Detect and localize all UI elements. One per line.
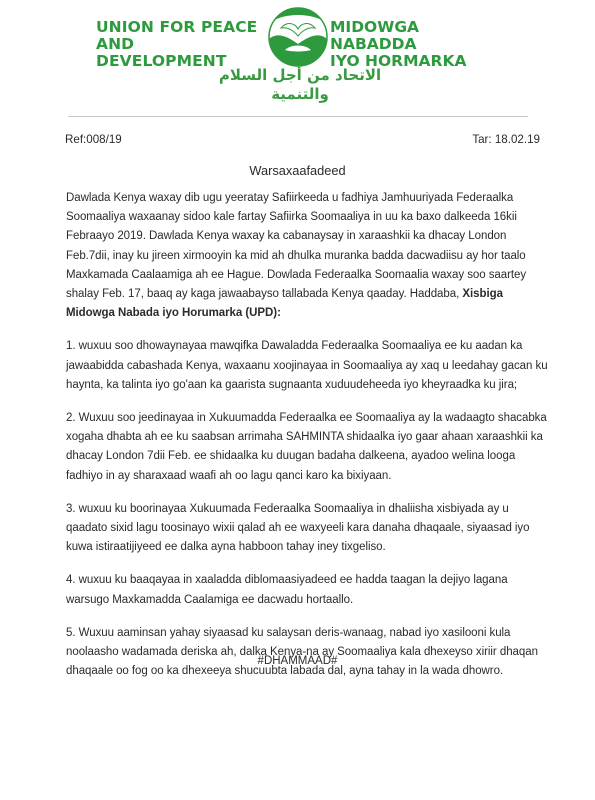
intro-text: Dawlada Kenya waxay dib ugu yeeratay Safiirkeeda u fadhiya Jamhuuriyada Federaalka Soomaaliya waxaanay sidoo kale fartay Safiirka Soomaaliya in uu ka baxo dalkeeda 16kii Febraayo 2019. Dawlada Kenya waxay ka cabanaysay in xaraashkii ka dhacay London Feb.7dii, inay ku jireen xirmooyin ka mid ah dhulka muranka badda dacwadiisu ay hor taalo Maxkamada Caalaamiga ah ee Hague. Dowlada Federaalka Soomaalia waxay soo saartey shalay Feb. 17, baaq ay kaga jawaabayso tallabada Kenya qaaday. Haddaba, <box>66 192 527 301</box>
party-name: Xisbiga Midowga Nabada iyo Horumarka (UPD): <box>66 288 503 320</box>
point-2: 2. Wuxuu soo jeedinayaa in Xukuumadda Federaalka ee Soomaaliya ay la wadaagto shacabka xogaha dhabta ah ee ku saabsan arrimaha SAHMINTA shidaalka iyo gaar ahaan xaraashkii ka dhacay London 7dii Feb. ee shidaalka ku duugan badaha dalkeena, ayadoo welina looga fadhiyo in ay sharaxaad waafi ah oo lagu qanci karo ka bixiyaan. <box>66 412 547 482</box>
point-4: 4. wuxuu ku baaqayaa in xaaladda diblomaasiyadeed ee hadda taagan la dejiyo lagana warsugo Maxkamadda Caalamiga ee dacwadu hortaallo. <box>66 574 508 606</box>
org-name-en-line1: UNION FOR PEACE AND <box>96 18 258 53</box>
org-name-en-line2: DEVELOPMENT <box>96 52 227 70</box>
point-5: 5. Wuxuu aaminsan yahay siyaasad ku salaysan deris-wanaag, nabad iyo xasilooni kula noolaasho wadamada deriska ah, dalka Kenya-na ay Soomaaliya kala dhexeyso xiriir dhaqan dhaqaale oo fog oo ka dhexeeya shucuubta labada dal, ayna tahay in la wada dhowro. <box>66 626 538 678</box>
org-name-ar-line2: والتنمية <box>271 85 329 103</box>
header-divider <box>68 116 528 117</box>
org-name-so-line1: MIDOWGA NABADDA <box>330 18 420 53</box>
reference-number: Ref:008/19 <box>65 133 122 146</box>
intro-paragraph <box>66 189 552 323</box>
org-name-english <box>96 19 274 70</box>
document-body <box>66 189 552 695</box>
document-date: Tar: 18.02.19 <box>472 133 540 146</box>
org-name-ar-line1: الاتحاد من أجل السلام <box>218 66 382 84</box>
point-3: 3. wuxuu ku boorinayaa Xukuumada Federaalka Soomaaliya in dhaliisha xisbiyada ay u qaadato sixid lagu toosinayo wixii qalad ah ee waxyeeli kara danaha dhaqaale, siyaasad iyo kuwa istiraatijiyeed ee dalka ayna habboon tahay iney tixgeliso. <box>66 502 530 554</box>
org-name-somali <box>330 19 508 70</box>
dove-handshake-logo-icon <box>267 6 329 68</box>
org-name-so-line2: IYO HORMARKA <box>330 52 467 70</box>
letterhead <box>0 0 595 110</box>
closing-mark: #DHAMMAAD# <box>257 655 338 667</box>
document-title: Warsaxaafadeed <box>249 163 346 178</box>
org-name-arabic <box>180 66 420 104</box>
point-1: 1. wuxuu soo dhowaynayaa mawqifka Dawaladda Federaalka Soomaaliya ee ku aadan ka jawaabidda cabashada Kenya, waxaanu xoojinayaa in Soomaaliya ay xaq u leedahay gacan ku haynta, ka talinta iyo go'aan ka gaarista sugnaanta xuduudeheeda iyo kheyraadka ku jira; <box>66 340 548 391</box>
